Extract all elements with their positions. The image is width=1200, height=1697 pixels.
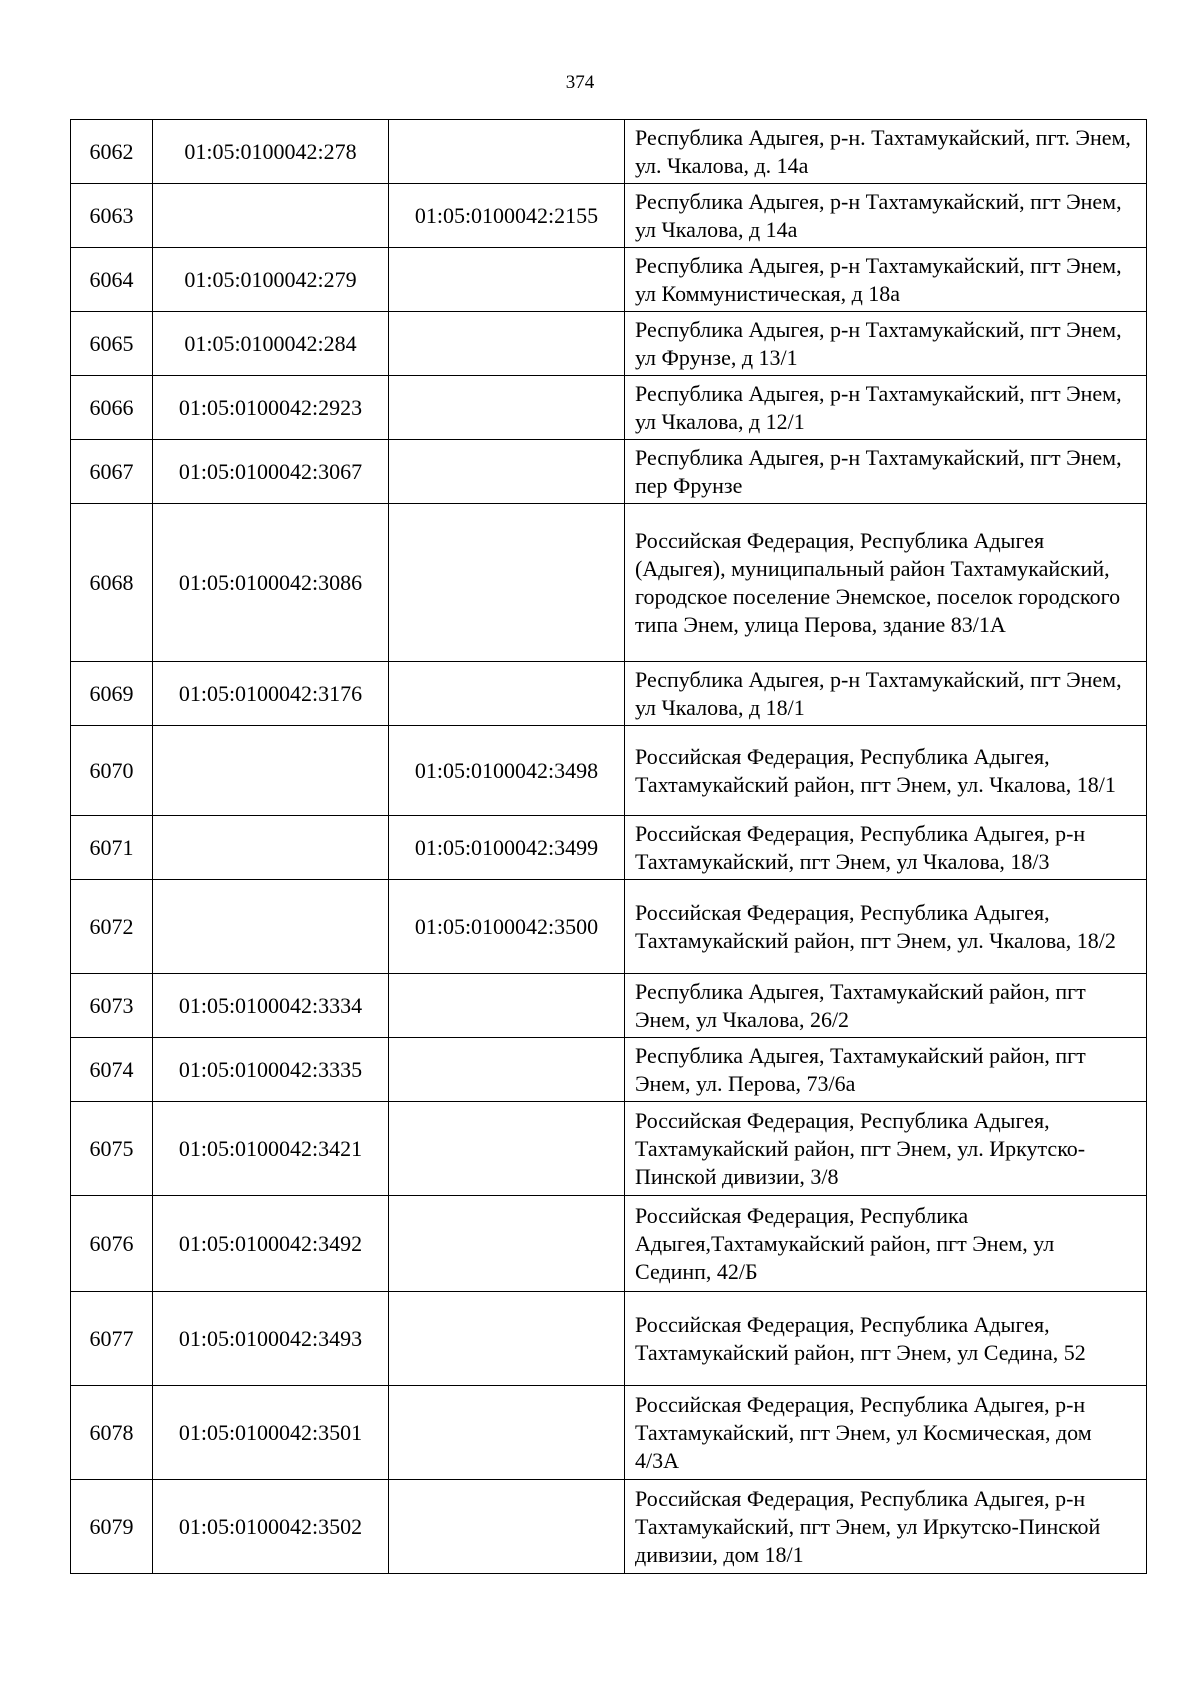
row-number: 6071 xyxy=(71,816,153,880)
row-number: 6067 xyxy=(71,440,153,504)
address: Российская Федерация, Республика Адыгея, Тахтамукайский район, пгт Энем, ул. Иркутско-Пинской дивизии, 3/8 xyxy=(625,1102,1147,1196)
building-cadastral-number xyxy=(389,376,625,440)
land-cadastral-number xyxy=(153,726,389,816)
address: Республика Адыгея, р-н. Тахтамукайский, пгт. Энем, ул. Чкалова, д. 14а xyxy=(625,120,1147,184)
table-row xyxy=(71,662,1147,726)
land-cadastral-number: 01:05:0100042:278 xyxy=(153,120,389,184)
address: Республика Адыгея, р-н Тахтамукайский, пгт Энем, ул Чкалова, д 14а xyxy=(625,184,1147,248)
table-row xyxy=(71,974,1147,1038)
address: Российская Федерация, Республика Адыгея, р-н Тахтамукайский, пгт Энем, ул Космическая, дом 4/3А xyxy=(625,1386,1147,1480)
row-number: 6066 xyxy=(71,376,153,440)
address: Российская Федерация, Республика Адыгея, Тахтамукайский район, пгт Энем, ул. Чкалова, 18/1 xyxy=(625,726,1147,816)
table-row xyxy=(71,816,1147,880)
row-number: 6064 xyxy=(71,248,153,312)
table-row xyxy=(71,1386,1147,1480)
building-cadastral-number: 01:05:0100042:3498 xyxy=(389,726,625,816)
address: Республика Адыгея, р-н Тахтамукайский, пгт Энем, пер Фрунзе xyxy=(625,440,1147,504)
land-cadastral-number: 01:05:0100042:3501 xyxy=(153,1386,389,1480)
building-cadastral-number xyxy=(389,120,625,184)
address: Республика Адыгея, р-н Тахтамукайский, пгт Энем, ул Чкалова, д 18/1 xyxy=(625,662,1147,726)
table-row xyxy=(71,1196,1147,1292)
building-cadastral-number xyxy=(389,1292,625,1386)
building-cadastral-number: 01:05:0100042:3500 xyxy=(389,880,625,974)
building-cadastral-number xyxy=(389,1480,625,1574)
address: Российская Федерация, Республика Адыгея, Тахтамукайский район, пгт Энем, ул. Чкалова, 18/2 xyxy=(625,880,1147,974)
table-row xyxy=(71,504,1147,662)
address: Российская Федерация, Республика Адыгея,Тахтамукайский район, пгт Энем, ул Сединп, 42/Б xyxy=(625,1196,1147,1292)
building-cadastral-number xyxy=(389,248,625,312)
registry-body xyxy=(71,120,1147,1574)
land-cadastral-number: 01:05:0100042:3334 xyxy=(153,974,389,1038)
table-row xyxy=(71,726,1147,816)
table-row xyxy=(71,376,1147,440)
address: Российская Федерация, Республика Адыгея, Тахтамукайский район, пгт Энем, ул Седина, 52 xyxy=(625,1292,1147,1386)
building-cadastral-number xyxy=(389,1102,625,1196)
land-cadastral-number xyxy=(153,816,389,880)
land-cadastral-number: 01:05:0100042:3492 xyxy=(153,1196,389,1292)
land-cadastral-number: 01:05:0100042:3086 xyxy=(153,504,389,662)
land-cadastral-number: 01:05:0100042:3335 xyxy=(153,1038,389,1102)
row-number: 6075 xyxy=(71,1102,153,1196)
land-cadastral-number: 01:05:0100042:284 xyxy=(153,312,389,376)
page-number: 374 xyxy=(565,72,595,93)
building-cadastral-number xyxy=(389,1386,625,1480)
row-number: 6072 xyxy=(71,880,153,974)
address: Республика Адыгея, р-н Тахтамукайский, пгт Энем, ул Чкалова, д 12/1 xyxy=(625,376,1147,440)
row-number: 6068 xyxy=(71,504,153,662)
building-cadastral-number xyxy=(389,1196,625,1292)
address: Республика Адыгея, Тахтамукайский район, пгт Энем, ул Чкалова, 26/2 xyxy=(625,974,1147,1038)
row-number: 6079 xyxy=(71,1480,153,1574)
table-row xyxy=(71,440,1147,504)
row-number: 6065 xyxy=(71,312,153,376)
building-cadastral-number xyxy=(389,1038,625,1102)
address: Республика Адыгея, Тахтамукайский район, пгт Энем, ул. Перова, 73/6а xyxy=(625,1038,1147,1102)
building-cadastral-number: 01:05:0100042:2155 xyxy=(389,184,625,248)
row-number: 6076 xyxy=(71,1196,153,1292)
table-row xyxy=(71,1102,1147,1196)
table-row xyxy=(71,184,1147,248)
land-cadastral-number: 01:05:0100042:279 xyxy=(153,248,389,312)
land-cadastral-number: 01:05:0100042:3421 xyxy=(153,1102,389,1196)
table-row xyxy=(71,880,1147,974)
building-cadastral-number xyxy=(389,312,625,376)
building-cadastral-number xyxy=(389,662,625,726)
row-number: 6074 xyxy=(71,1038,153,1102)
building-cadastral-number xyxy=(389,440,625,504)
land-cadastral-number xyxy=(153,184,389,248)
table-row xyxy=(71,248,1147,312)
row-number: 6077 xyxy=(71,1292,153,1386)
table-row xyxy=(71,1480,1147,1574)
land-cadastral-number: 01:05:0100042:2923 xyxy=(153,376,389,440)
table-row xyxy=(71,120,1147,184)
row-number: 6070 xyxy=(71,726,153,816)
table-row xyxy=(71,1292,1147,1386)
building-cadastral-number xyxy=(389,974,625,1038)
building-cadastral-number xyxy=(389,504,625,662)
land-cadastral-number: 01:05:0100042:3176 xyxy=(153,662,389,726)
address: Российская Федерация, Республика Адыгея, р-н Тахтамукайский, пгт Энем, ул Чкалова, 18/3 xyxy=(625,816,1147,880)
row-number: 6069 xyxy=(71,662,153,726)
row-number: 6063 xyxy=(71,184,153,248)
address: Российская Федерация, Республика Адыгея (Адыгея), муниципальный район Тахтамукайский, городское поселение Энемское, поселок городского типа Энем, улица Перова, здание 83/1А xyxy=(625,504,1147,662)
building-cadastral-number: 01:05:0100042:3499 xyxy=(389,816,625,880)
table-row xyxy=(71,312,1147,376)
address: Республика Адыгея, р-н Тахтамукайский, пгт Энем, ул Коммунистическая, д 18а xyxy=(625,248,1147,312)
land-cadastral-number: 01:05:0100042:3502 xyxy=(153,1480,389,1574)
land-cadastral-number: 01:05:0100042:3493 xyxy=(153,1292,389,1386)
land-cadastral-number xyxy=(153,880,389,974)
address: Республика Адыгея, р-н Тахтамукайский, пгт Энем, ул Фрунзе, д 13/1 xyxy=(625,312,1147,376)
registry-table xyxy=(70,119,1147,1574)
land-cadastral-number: 01:05:0100042:3067 xyxy=(153,440,389,504)
table-row xyxy=(71,1038,1147,1102)
row-number: 6062 xyxy=(71,120,153,184)
row-number: 6078 xyxy=(71,1386,153,1480)
row-number: 6073 xyxy=(71,974,153,1038)
address: Российская Федерация, Республика Адыгея, р-н Тахтамукайский, пгт Энем, ул Иркутско-Пинской дивизии, дом 18/1 xyxy=(625,1480,1147,1574)
